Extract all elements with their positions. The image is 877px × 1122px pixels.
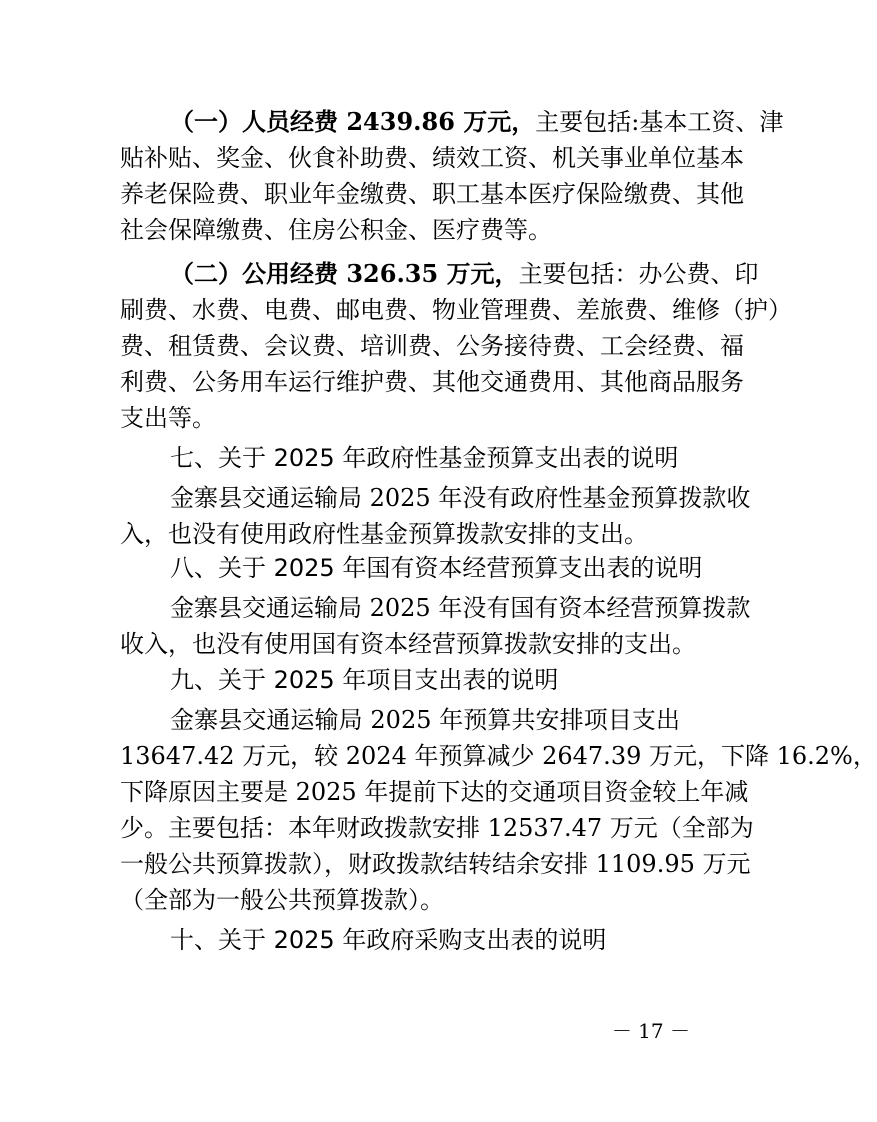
section-9-line-3: 下降原因主要是 2025 年提前下达的交通项目资金较上年减: [120, 778, 749, 806]
personnel-expense-line-4: 社会保障缴费、住房公积金、医疗费等。: [120, 216, 552, 244]
section-9-line-1: 金寨县交通运输局 2025 年预算共安排项目支出: [170, 706, 680, 734]
section-7-heading: 七、关于 2025 年政府性基金预算支出表的说明: [170, 444, 679, 472]
personnel-expense-text: 主要包括:基本工资、津: [535, 108, 784, 136]
public-expense-lead: （二）公用经费 326.35 万元，: [170, 259, 519, 288]
personnel-expense-lead: （一）人员经费 2439.86 万元，: [170, 107, 536, 136]
public-expense-line-3: 费、租赁费、会议费、培训费、公务接待费、工会经费、福: [120, 332, 744, 360]
public-expense-line-2: 刷费、水费、电费、邮电费、物业管理费、差旅费、维修（护）: [120, 296, 792, 324]
public-expense-line-1: [170, 256, 759, 292]
public-expense-line-5: 支出等。: [120, 404, 216, 432]
section-8-line-1: 金寨县交通运输局 2025 年没有国有资本经营预算拨款: [170, 594, 751, 622]
personnel-expense-line-2: 贴补贴、奖金、伙食补助费、绩效工资、机关事业单位基本: [120, 144, 744, 172]
section-9-line-2: 13647.42 万元，较 2024 年预算减少 2647.39 万元，下降 16.2%，: [120, 742, 877, 770]
section-9-line-4: 少。主要包括：本年财政拨款安排 12537.47 万元（全部为: [120, 814, 754, 842]
public-expense-text: 主要包括：办公费、印: [518, 260, 759, 288]
section-9-line-6: （全部为一般公共预算拨款）。: [120, 886, 444, 914]
section-7-line-1: 金寨县交通运输局 2025 年没有政府性基金预算拨款收: [170, 484, 751, 512]
section-9-line-5: 一般公共预算拨款），财政拨款结转结余安排 1109.95 万元: [120, 850, 751, 878]
section-10-heading: 十、关于 2025 年政府采购支出表的说明: [170, 926, 607, 954]
public-expense-line-4: 利费、公务用车运行维护费、其他交通费用、其他商品服务: [120, 368, 744, 396]
page-number: － 17 －: [611, 1019, 690, 1043]
personnel-expense-line-3: 养老保险费、职业年金缴费、职工基本医疗保险缴费、其他: [120, 180, 744, 208]
section-8-line-2: 收入，也没有使用国有资本经营预算拨款安排的支出。: [120, 630, 696, 658]
section-8-heading: 八、关于 2025 年国有资本经营预算支出表的说明: [170, 554, 703, 582]
section-7-line-2: 入，也没有使用政府性基金预算拨款安排的支出。: [120, 520, 648, 548]
section-9-heading: 九、关于 2025 年项目支出表的说明: [170, 666, 559, 694]
personnel-expense-line-1: [170, 104, 784, 140]
